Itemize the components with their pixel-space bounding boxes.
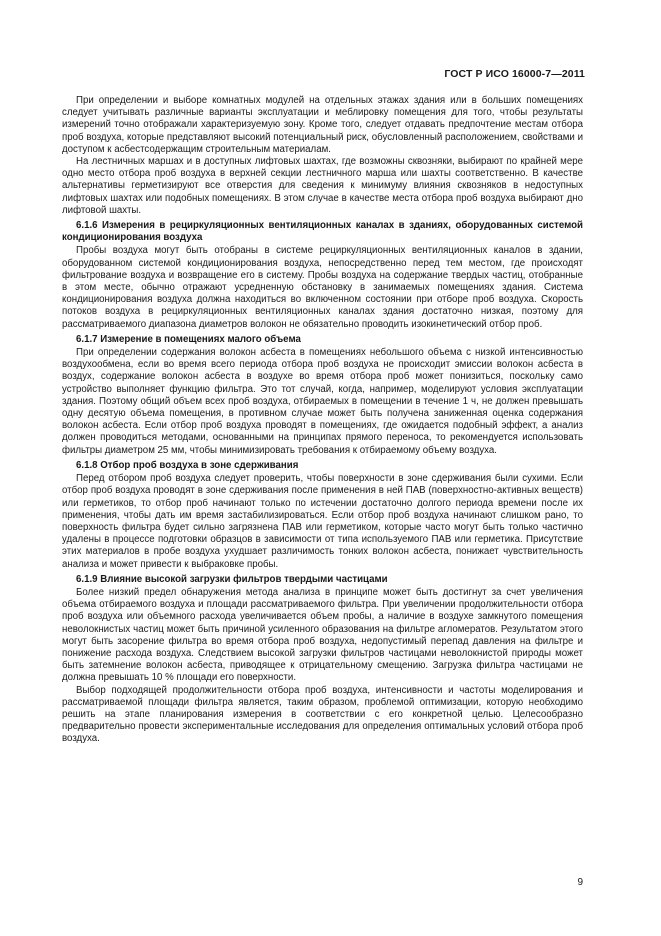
body-text <box>62 95 583 746</box>
paragraph: Пробы воздуха могут быть отобраны в системе рециркуляционных вентиляционных каналов в здании, оборудованном системой кондиционирования воздуха, непосредственно перед тем местом, где происходят фильтрование воздуха и возвращение его в систему. Пробы воздуха на содержание твердых частиц, отобранные в этом месте, обычно отражают усредненную обстановку в занимаемых помещениях здания. Система кондиционирования воздуха должна находиться во включенном состоянии при отборе проб воздуха. Скорость потоков воздуха в рециркуляционных вентиляционных каналах здания достаточно низкая, поэтому для рассматриваемого диапазона диаметров волокон не обязательно проводить изокинетический отбор проб. <box>62 245 583 330</box>
section-heading: 6.1.7 Измерение в помещениях малого объема <box>76 333 301 345</box>
paragraph: Выбор подходящей продолжительности отбора проб воздуха, интенсивности и частоты моделирования и рассматриваемой площади фильтра является, таким образом, проблемой оптимизации, которую необходимо решить на этапе планирования измерения в соответствии с его конкретной целью. Целесообразно предварительно провести экспериментальные исследования для определения оптимальных условий отбора проб воздуха. <box>62 684 583 745</box>
section-heading: 6.1.9 Влияние высокой загрузки фильтров твердыми частицами <box>76 573 388 585</box>
paragraph: При определении и выборе комнатных модулей на отдельных этажах здания или в больших помещениях следует учитывать различные варианты эксплуатации и меблировку помещения для того, чтобы результаты измерений точно отображали характеризуемую зону. Кроме того, следует отдавать предпочтение местам отбора проб воздуха, которые представляют высокий потенциальный риск, обусловленный расположением, свойствами и доступом к асбестсодержащим строительным материалам. <box>62 95 583 155</box>
section-heading: 6.1.6 Измерения в рециркуляционных вентиляционных каналах в зданиях, оборудованных системой кондиционирования воздуха <box>62 220 583 244</box>
paragraph: При определении содержания волокон асбеста в помещениях небольшого объема с низкой интенсивностью воздухообмена, если во время всего периода отбора проб воздуха не происходит эмиссии волокон асбеста в воздух, содержание волокон асбеста в воздухе во время отбора проб может понизиться, поскольку само устройство выполняет функцию фильтра. Это тот случай, когда, например, моделируют условия эксплуатации здания. Поэтому общий объем всех проб воздуха, отбираемых в помещении в течение 1 ч, не должен превышать одну десятую объема помещения, в противном случае может быть получена заниженная оценка содержания волокон асбеста. Если отбор проб воздуха проводят в помещениях, где ожидается подобный эффект, а анализ должен проводиться методами, основанными на принципах прямого переноса, то рекомендуется использовать фильтры диаметром 25 мм, чтобы минимизировать требования к отбираемому объему воздуха. <box>62 347 583 456</box>
paragraph: Более низкий предел обнаружения метода анализа в принципе может быть достигнут за счет увеличения объема отбираемого воздуха и площади рассматриваемого фильтра. При увеличении продолжительности отбора проб воздуха или объемного расхода увеличивается объем пробы, а наличие в воздухе замкнутого помещения неволокнистых частиц может быть причиной усиленного образования на фильтре агломератов. Результатом этого могут быть засорение фильтра во время отбора проб воздуха, недопустимый перепад давления на фильтре и понижение расхода воздуха. Следствием высокой загрузки фильтров частицами неволокнистой природы может быть затемнение волокон асбеста, приводящее к отрицательному смещению. Загрузка фильтра частицами не должна превышать 10 % площади его поверхности. <box>62 586 583 684</box>
document-id-header: ГОСТ Р ИСО 16000-7—2011 <box>444 68 585 80</box>
paragraph: На лестничных маршах и в доступных лифтовых шахтах, где возможны сквозняки, выбирают по крайней мере одно место отбора проб воздуха в верхней секции лестничного марша или шахты соответственно. В качестве альтернативы герметизируют все отверстия для сведения к минимуму влияния сквозняков в недоступных лифтовых шахтах или подобных помещениях. В этом случае в качестве места отбора проб воздуха выбирают дно лифтовой шахты. <box>62 156 583 216</box>
paragraph: Перед отбором проб воздуха следует проверить, чтобы поверхности в зоне сдерживания были сухими. Если отбор проб воздуха проводят в зоне сдерживания после применения в ней ПАВ (поверхностно-активных веществ) или герметиков, то отбор проб начинают только по истечении достаточно долгого периода времени после их применения, чтобы дать им время застабилизироваться. Если отбор проб воздуха начинают слишком рано, то поверхность фильтра будет сильно загрязнена ПАВ или герметиком, которые часто могут быть только частично удалены в процессе подготовки образцов в зависимости от типа используемого ПАВ или герметика. Присутствие этих материалов в пробе воздуха ухудшает различимость тонких волокон асбеста, понижает чувствительность анализа и может привести к выбраковке пробы. <box>62 473 583 570</box>
section-heading: 6.1.8 Отбор проб воздуха в зоне сдерживания <box>76 459 299 471</box>
page-number: 9 <box>577 877 583 888</box>
